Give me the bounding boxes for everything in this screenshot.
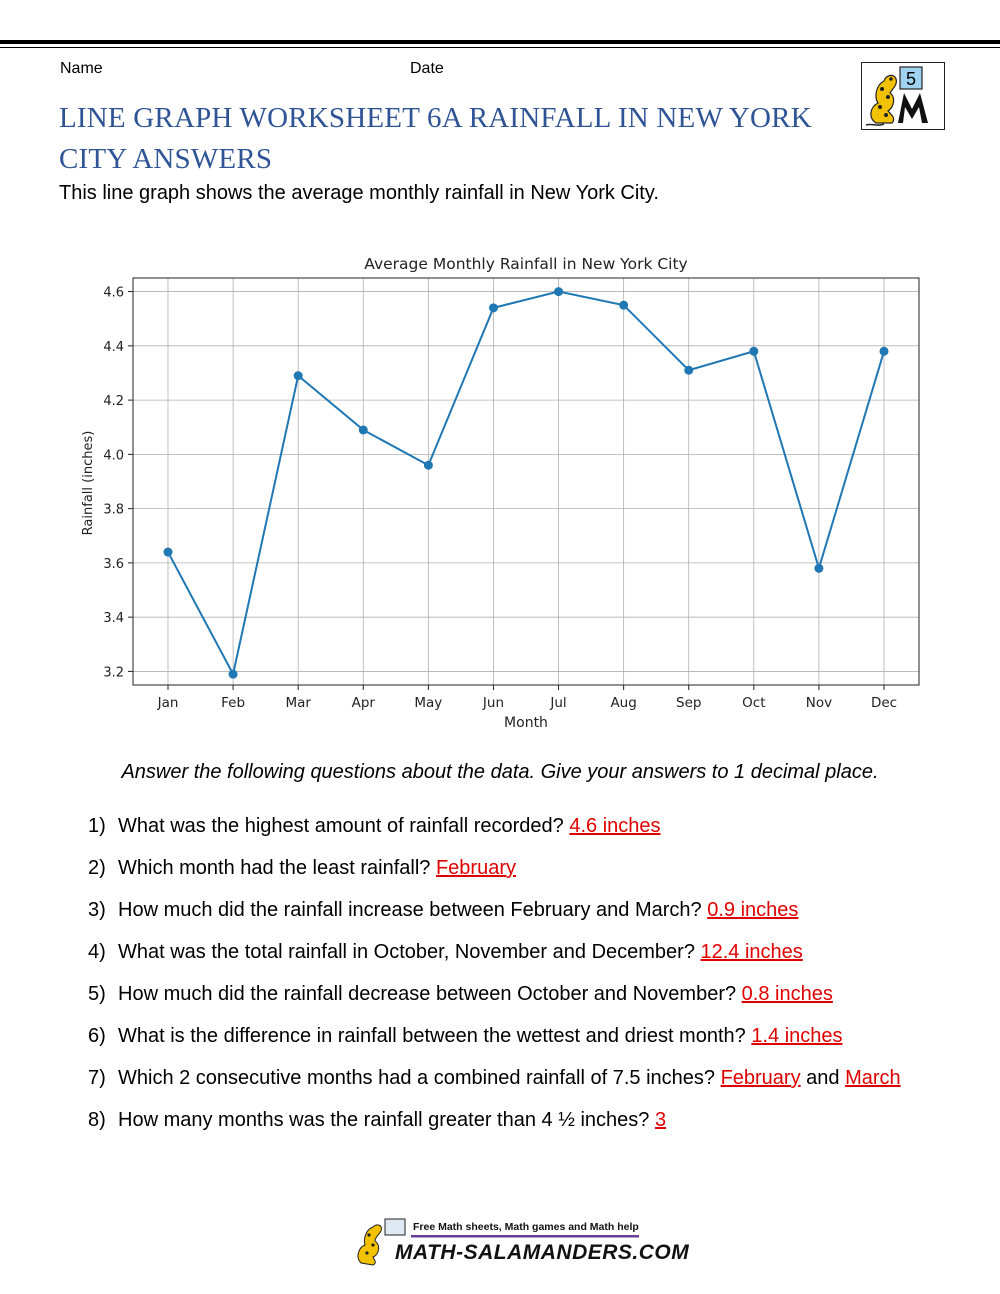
- x-tick-label: Aug: [610, 695, 637, 711]
- salamander-logo: [861, 62, 945, 130]
- question-item: [88, 980, 988, 1022]
- data-point-may: [424, 461, 433, 470]
- y-tick-label: 4.2: [103, 394, 124, 410]
- question-number: 6): [88, 1025, 106, 1047]
- chart-ticks: [103, 286, 897, 711]
- question-item: [88, 854, 988, 896]
- x-tick-label: Jan: [157, 695, 179, 711]
- y-tick-label: 3.2: [103, 665, 124, 681]
- name-label: Name: [60, 60, 103, 77]
- plot-frame: [133, 278, 919, 685]
- instruction-text: Answer the following questions about the data. Give your answers to 1 decimal place.: [121, 761, 879, 783]
- answer-text: 4.6 inches: [569, 815, 661, 837]
- chart-gridlines: [133, 278, 919, 685]
- data-point-mar: [294, 371, 303, 380]
- answer-text: 0.9 inches: [707, 899, 799, 921]
- y-tick-label: 3.4: [103, 611, 124, 627]
- top-rule: [0, 40, 1000, 44]
- answer-joiner: and: [800, 1067, 846, 1089]
- answer-text: 1.4 inches: [751, 1025, 843, 1047]
- question-number: 8): [88, 1109, 106, 1131]
- question-item: [88, 938, 988, 980]
- data-point-jan: [164, 548, 173, 557]
- question-text: How much did the rainfall increase between February and March?: [118, 899, 708, 921]
- question-text: What was the highest amount of rainfall recorded?: [118, 815, 570, 837]
- x-axis-label: Month: [504, 715, 548, 731]
- intro-text: This line graph shows the average monthly rainfall in New York City.: [59, 182, 659, 204]
- footer-tagline: Free Math sheets, Math games and Math help: [413, 1221, 639, 1233]
- salamander-logo-icon: [862, 63, 944, 129]
- y-axis-label: Rainfall (inches): [81, 430, 96, 536]
- data-point-dec: [880, 347, 889, 356]
- x-tick-label: Mar: [285, 695, 311, 711]
- question-item: [88, 1106, 988, 1148]
- question-number: 4): [88, 941, 106, 963]
- answer-text: 12.4 inches: [700, 941, 803, 963]
- footer-logo: [355, 1215, 690, 1272]
- rainfall-series-line: [168, 292, 884, 675]
- question-item: [88, 812, 988, 854]
- date-label: Date: [410, 60, 444, 77]
- answer-text: February: [435, 857, 516, 879]
- data-point-feb: [229, 670, 238, 679]
- y-tick-label: 4.0: [103, 448, 124, 464]
- data-point-jul: [554, 287, 563, 296]
- x-tick-label: Dec: [870, 695, 898, 711]
- footer-logo-graphic: [355, 1215, 690, 1267]
- y-tick-label: 3.8: [103, 502, 124, 518]
- data-point-nov: [814, 564, 823, 573]
- x-tick-label: May: [414, 695, 443, 711]
- question-item: [88, 1064, 988, 1106]
- rainfall-line-chart: [70, 245, 930, 740]
- answer-text: 3: [654, 1109, 667, 1131]
- question-text: What is the difference in rainfall between the wettest and driest month?: [118, 1025, 752, 1047]
- data-point-aug: [619, 301, 628, 310]
- question-number: 2): [88, 857, 106, 879]
- answer-text: February: [720, 1067, 801, 1089]
- question-list: [88, 812, 988, 1148]
- svg-text:5: 5: [905, 69, 917, 89]
- y-tick-label: 4.6: [103, 285, 124, 301]
- question-number: 5): [88, 983, 106, 1005]
- question-text: How many months was the rainfall greater than 4 ½ inches?: [118, 1109, 655, 1131]
- question-number: 7): [88, 1067, 106, 1089]
- question-text: What was the total rainfall in October, November and December?: [118, 941, 701, 963]
- top-rule-thin: [0, 47, 1000, 48]
- question-item: [88, 1022, 988, 1064]
- x-tick-label: Jul: [550, 695, 567, 711]
- x-tick-label: Sep: [676, 695, 702, 711]
- x-tick-label: Nov: [805, 695, 833, 711]
- x-tick-label: Feb: [221, 695, 246, 711]
- question-text: Which 2 consecutive months had a combined rainfall of 7.5 inches?: [118, 1067, 721, 1089]
- footer-site-name: MATH-SALAMANDERS.COM: [395, 1241, 690, 1264]
- data-point-jun: [489, 303, 498, 312]
- answer-text: 0.8 inches: [741, 983, 833, 1005]
- question-number: 3): [88, 899, 106, 921]
- x-tick-label: Oct: [742, 695, 766, 711]
- y-tick-label: 3.6: [103, 556, 124, 572]
- chart-title: Average Monthly Rainfall in New York City: [364, 255, 688, 273]
- x-tick-label: Apr: [351, 695, 375, 711]
- answer-text-second: March: [845, 1067, 901, 1089]
- data-point-oct: [749, 347, 758, 356]
- question-text: How much did the rainfall decrease between October and November?: [118, 983, 742, 1005]
- page-title: LINE GRAPH WORKSHEET 6A RAINFALL IN NEW YORK CITY ANSWERS: [59, 102, 812, 175]
- question-number: 1): [88, 815, 106, 837]
- y-tick-label: 4.4: [103, 339, 124, 355]
- question-text: Which month had the least rainfall?: [118, 857, 436, 879]
- x-tick-label: Jun: [482, 695, 505, 711]
- question-item: [88, 896, 988, 938]
- data-point-apr: [359, 425, 368, 434]
- data-point-sep: [684, 366, 693, 375]
